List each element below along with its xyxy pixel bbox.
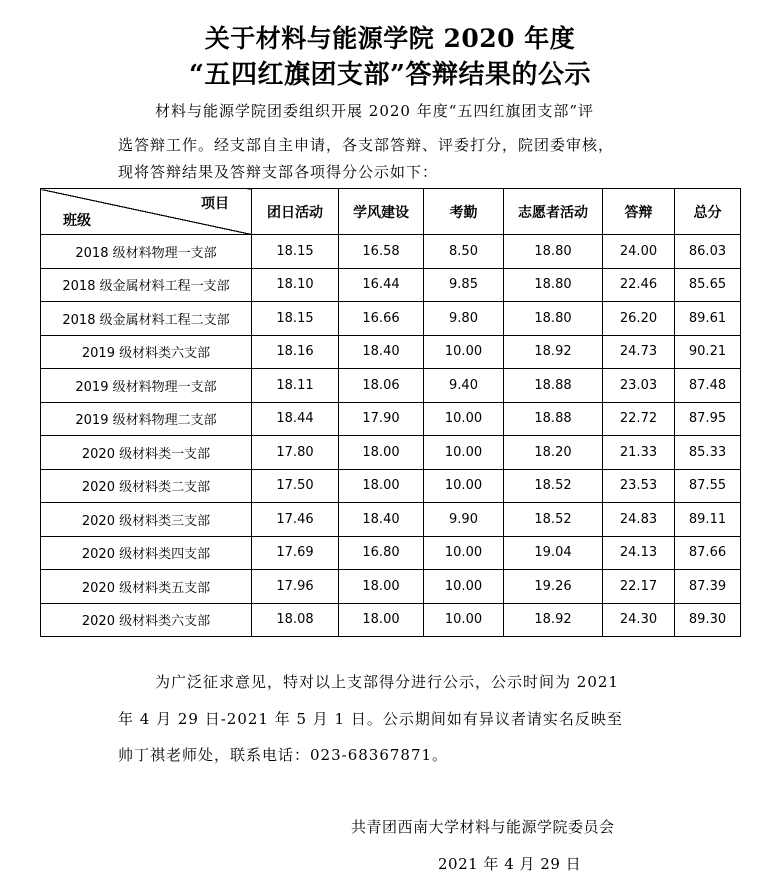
score-cell: 18.00 [339, 570, 424, 604]
column-header: 学风建设 [339, 189, 424, 235]
branch-name-cell: 2020 级材料类六支部 [41, 603, 252, 637]
score-cell: 18.92 [504, 335, 603, 369]
branch-name-cell: 2018 级金属材料工程二支部 [41, 302, 252, 336]
score-cell: 18.15 [252, 235, 339, 269]
table-row [41, 235, 741, 269]
table-row [41, 570, 741, 604]
score-cell: 90.21 [675, 335, 741, 369]
score-cell: 16.80 [339, 536, 424, 570]
table-row [41, 369, 741, 403]
score-cell: 85.33 [675, 436, 741, 470]
score-cell: 89.30 [675, 603, 741, 637]
score-cell: 18.15 [252, 302, 339, 336]
score-cell: 9.90 [424, 503, 504, 537]
score-cell: 22.17 [603, 570, 675, 604]
score-cell: 18.80 [504, 302, 603, 336]
table-row [41, 268, 741, 302]
score-cell: 9.40 [424, 369, 504, 403]
branch-name-cell: 2018 级材料物理一支部 [41, 235, 252, 269]
score-cell: 18.00 [339, 469, 424, 503]
score-cell: 89.61 [675, 302, 741, 336]
score-cell: 10.00 [424, 436, 504, 470]
column-header: 答辩 [603, 189, 675, 235]
table-body [41, 235, 741, 637]
score-cell: 16.66 [339, 302, 424, 336]
score-cell: 87.39 [675, 570, 741, 604]
score-cell: 16.58 [339, 235, 424, 269]
score-cell: 21.33 [603, 436, 675, 470]
score-cell: 17.90 [339, 402, 424, 436]
score-cell: 18.80 [504, 268, 603, 302]
score-cell: 24.73 [603, 335, 675, 369]
score-cell: 10.00 [424, 469, 504, 503]
branch-name-cell: 2018 级金属材料工程一支部 [41, 268, 252, 302]
intro-paragraph-line-1: 材料与能源学院团委组织开展 2020 年度“五四红旗团支部”评 [155, 102, 595, 120]
score-cell: 26.20 [603, 302, 675, 336]
score-cell: 85.65 [675, 268, 741, 302]
branch-name-cell: 2020 级材料类二支部 [41, 469, 252, 503]
branch-name-cell: 2020 级材料类四支部 [41, 536, 252, 570]
score-cell: 18.16 [252, 335, 339, 369]
score-cell: 17.96 [252, 570, 339, 604]
score-cell: 18.92 [504, 603, 603, 637]
score-cell: 10.00 [424, 603, 504, 637]
header-class-label: 班级 [63, 213, 91, 229]
table-row [41, 402, 741, 436]
score-cell: 18.06 [339, 369, 424, 403]
score-cell: 17.69 [252, 536, 339, 570]
score-cell: 17.50 [252, 469, 339, 503]
score-cell: 86.03 [675, 235, 741, 269]
score-cell: 10.00 [424, 402, 504, 436]
branch-name-cell: 2020 级材料类一支部 [41, 436, 252, 470]
score-cell: 18.40 [339, 335, 424, 369]
table-row [41, 436, 741, 470]
score-cell: 19.26 [504, 570, 603, 604]
score-cell: 18.88 [504, 369, 603, 403]
score-cell: 89.11 [675, 503, 741, 537]
score-cell: 24.13 [603, 536, 675, 570]
score-cell: 87.48 [675, 369, 741, 403]
score-cell: 23.03 [603, 369, 675, 403]
score-cell: 19.04 [504, 536, 603, 570]
score-cell: 18.52 [504, 469, 603, 503]
score-cell: 10.00 [424, 536, 504, 570]
intro-paragraph-line-3: 现将答辩结果及答辩支部各项得分公示如下： [118, 163, 439, 181]
score-cell: 22.46 [603, 268, 675, 302]
score-cell: 23.53 [603, 469, 675, 503]
table-row [41, 302, 741, 336]
score-cell: 24.30 [603, 603, 675, 637]
notice-paragraph-line-2: 年 4 月 29 日-2021 年 5 月 1 日。公示期间如有异议者请实名反映至 [118, 710, 623, 728]
score-cell: 18.00 [339, 436, 424, 470]
score-cell: 18.44 [252, 402, 339, 436]
score-cell: 17.80 [252, 436, 339, 470]
notice-paragraph-line-1: 为广泛征求意见，特对以上支部得分进行公示，公示时间为 2021 [155, 673, 619, 691]
branch-name-cell: 2020 级材料类三支部 [41, 503, 252, 537]
document-title-line-2: “五四红旗团支部”答辩结果的公示 [189, 60, 591, 90]
score-cell: 24.83 [603, 503, 675, 537]
column-header: 志愿者活动 [504, 189, 603, 235]
score-cell: 87.95 [675, 402, 741, 436]
table-header-row [41, 189, 741, 235]
document-title-line-1: 关于材料与能源学院 2020 年度 [204, 24, 576, 53]
score-cell: 8.50 [424, 235, 504, 269]
score-cell: 18.11 [252, 369, 339, 403]
score-cell: 24.00 [603, 235, 675, 269]
score-cell: 17.46 [252, 503, 339, 537]
signature-date: 2021 年 4 月 29 日 [438, 855, 582, 873]
diagonal-header-cell [41, 189, 252, 235]
score-cell: 87.66 [675, 536, 741, 570]
score-cell: 10.00 [424, 335, 504, 369]
score-cell: 9.80 [424, 302, 504, 336]
intro-paragraph-line-2: 选答辩工作。经支部自主申请，各支部答辩、评委打分，院团委审核， [118, 136, 615, 154]
column-header: 考勤 [424, 189, 504, 235]
score-cell: 10.00 [424, 570, 504, 604]
score-cell: 16.44 [339, 268, 424, 302]
score-cell: 18.20 [504, 436, 603, 470]
branch-name-cell: 2020 级材料类五支部 [41, 570, 252, 604]
header-item-label: 项目 [201, 196, 229, 212]
column-header: 团日活动 [252, 189, 339, 235]
score-cell: 87.55 [675, 469, 741, 503]
notice-paragraph-line-3: 帅丁祺老师处，联系电话：023-68367871。 [118, 746, 449, 764]
branch-name-cell: 2019 级材料物理二支部 [41, 402, 252, 436]
score-cell: 9.85 [424, 268, 504, 302]
column-header: 总分 [675, 189, 741, 235]
branch-name-cell: 2019 级材料类六支部 [41, 335, 252, 369]
score-cell: 18.80 [504, 235, 603, 269]
score-cell: 18.10 [252, 268, 339, 302]
table-row [41, 335, 741, 369]
table-row [41, 536, 741, 570]
score-cell: 18.52 [504, 503, 603, 537]
table-row [41, 469, 741, 503]
score-cell: 22.72 [603, 402, 675, 436]
branch-name-cell: 2019 级材料物理一支部 [41, 369, 252, 403]
score-cell: 18.00 [339, 603, 424, 637]
score-cell: 18.40 [339, 503, 424, 537]
signature-organization: 共青团西南大学材料与能源学院委员会 [351, 818, 615, 836]
results-table [40, 188, 741, 637]
table-row [41, 503, 741, 537]
score-cell: 18.88 [504, 402, 603, 436]
table-row [41, 603, 741, 637]
score-cell: 18.08 [252, 603, 339, 637]
